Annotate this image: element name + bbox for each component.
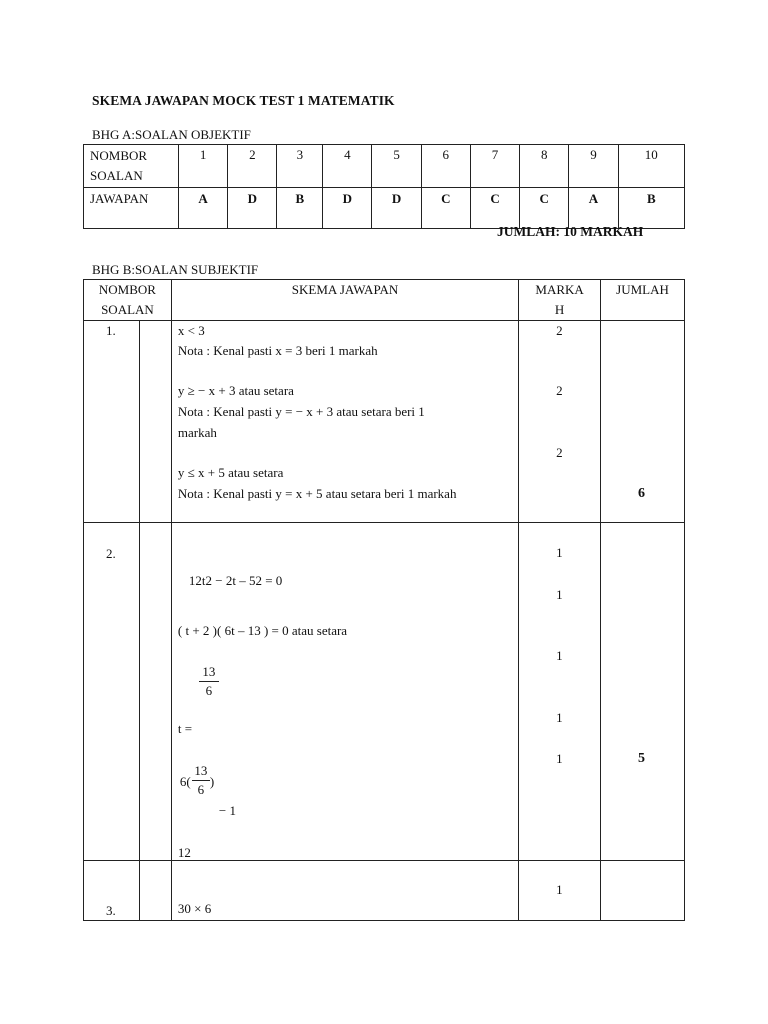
q2-marks-cell [519,523,601,861]
q1-line-3: y ≥ − x + 3 atau setara [177,383,294,398]
q2-mark: 1 [556,751,563,766]
q3-total-cell [601,861,685,921]
q2-inner-fraction [192,763,210,798]
answer-cell: B [618,188,684,229]
question-number: 8 [520,145,569,188]
q2-line-6: 12 [177,845,191,860]
header-skema-jawapan: SKEMA JAWAPAN [171,280,518,321]
q1-total-cell [601,321,685,523]
q2-mark: 1 [556,545,563,560]
q2-mark: 1 [556,648,563,663]
header-markah-a: MARKA [535,282,584,297]
q2-number: 2. [106,546,116,561]
label-nombor: NOMBOR [90,148,148,163]
document-title: SKEMA JAWAPAN MOCK TEST 1 MATEMATIK [92,93,395,108]
q2-total-cell [601,523,685,861]
q1-line-7: Nota : Kenal pasti y = x + 5 atau setara beri 1 markah [177,486,457,501]
table-row-q1 [84,321,685,523]
q3-line-1: 30 × 6 [177,901,212,916]
q1-mark: 2 [556,445,563,460]
question-number: 7 [470,145,519,188]
objective-answer-table [83,144,685,229]
answer-cell: D [228,188,277,229]
fraction-numerator: 13 [194,763,208,778]
q1-line-5: markah [177,425,217,440]
q2-line-1: 12t2 − 2t – 52 = 0 [188,573,283,588]
question-number: 6 [421,145,470,188]
q2-sub-cell [139,523,171,861]
q1-mark: 2 [556,383,563,398]
q3-number: 3. [106,903,116,918]
table-row [84,188,685,229]
q1-line-6: y ≤ x + 5 atau setara [177,465,284,480]
fraction-bar [199,681,219,682]
question-number: 1 [179,145,228,188]
q3-marks-cell [519,861,601,921]
q3-sub-cell [139,861,171,921]
table-row-q2 [84,523,685,861]
row-label-jawapan: JAWAPAN [84,188,179,229]
answer-cell: C [470,188,519,229]
q1-line-1: x < 3 [177,323,205,338]
answer-cell: B [277,188,323,229]
q1-marks-cell [519,321,601,523]
table-row-q3 [84,861,685,921]
section-b-heading: BHG B:SOALAN SUBJEKTIF [92,262,259,277]
q2-total: 5 [638,751,646,766]
header-nombor-soalan [84,280,172,321]
q1-mark: 2 [556,323,563,338]
header-jumlah: JUMLAH [601,280,685,321]
question-number: 4 [323,145,372,188]
fraction-bar [192,780,210,781]
question-number: 2 [228,145,277,188]
q3-scheme-cell [171,861,518,921]
row-label-nombor-soalan [84,145,179,188]
fraction-denominator: 6 [197,782,205,797]
q2-line-5: − 1 [218,803,236,818]
table-row [84,145,685,188]
q2-line-2: ( t + 2 )( 6t – 13 ) = 0 atau setara [177,623,348,638]
q1-number-cell [84,321,140,523]
q2-line-4-suffix: ) [209,774,215,789]
q2-number-cell [84,523,140,861]
question-number: 10 [618,145,684,188]
header-soalan: SOALAN [101,302,154,317]
q1-line-4: Nota : Kenal pasti y = − x + 3 atau setara beri 1 [177,404,425,419]
section-a-heading: BHG A:SOALAN OBJEKTIF [92,127,251,142]
subjective-answer-table [83,279,685,921]
answer-cell: D [323,188,372,229]
answer-cell: C [520,188,569,229]
q3-number-cell [84,861,140,921]
answer-cell: C [421,188,470,229]
q2-mark: 1 [556,587,563,602]
table-header-row [84,280,685,321]
fraction-denominator: 6 [205,683,213,698]
header-markah [519,280,601,321]
q3-mark: 1 [556,882,563,897]
section-a-total: JUMLAH: 10 MARKAH [497,224,644,239]
answer-cell: D [372,188,421,229]
answer-cell: A [569,188,618,229]
answer-cell: A [179,188,228,229]
q2-line-4-prefix: 6( [179,774,191,789]
q2-fraction [199,664,219,699]
question-number: 3 [277,145,323,188]
q1-number: 1. [106,323,116,338]
q2-scheme-cell [171,523,518,861]
q2-mark: 1 [556,710,563,725]
q1-sub-cell [139,321,171,523]
q1-scheme-cell [171,321,518,523]
question-number: 9 [569,145,618,188]
q2-line-3: t = [177,721,193,736]
header-nombor: NOMBOR [98,282,156,297]
q1-line-2: Nota : Kenal pasti x = 3 beri 1 markah [177,343,378,358]
question-number: 5 [372,145,421,188]
label-soalan: SOALAN [90,168,143,183]
header-markah-b: H [554,302,565,317]
fraction-numerator: 13 [202,664,216,679]
q1-total: 6 [638,486,646,501]
